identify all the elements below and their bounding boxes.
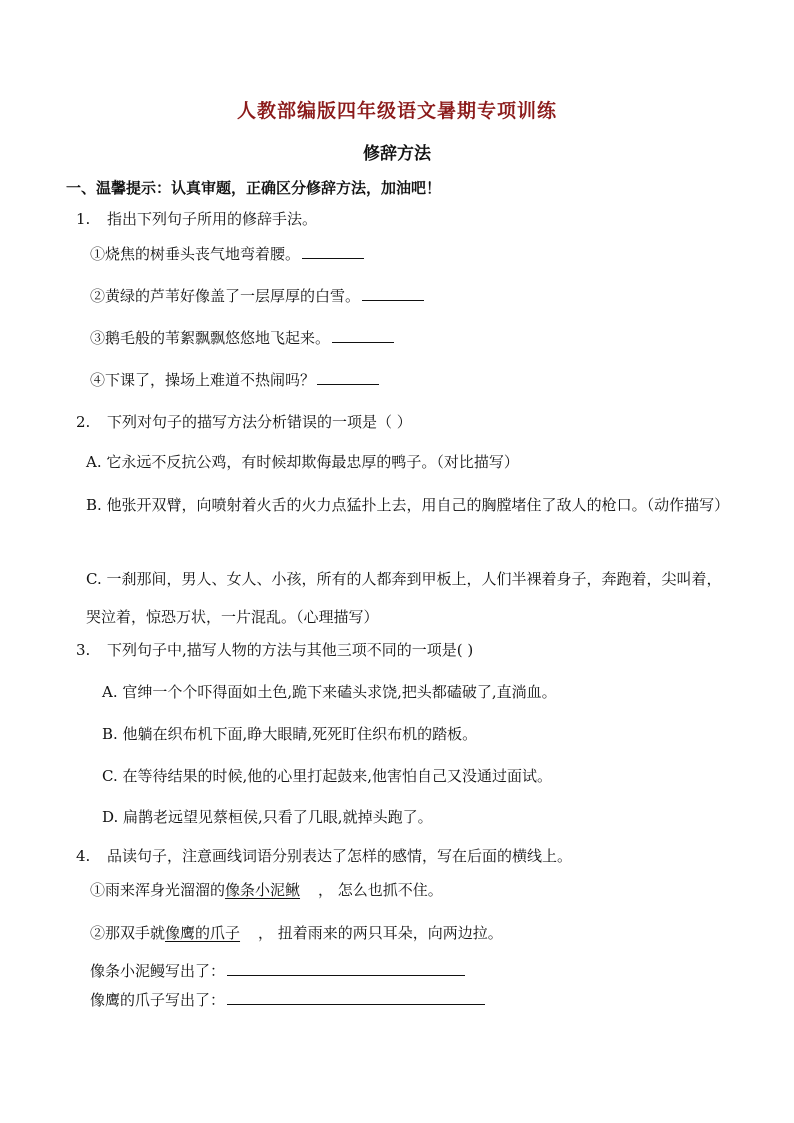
q3-option-b: B. 他躺在织布机下面,睁大眼睛,死死盯住织布机的踏板。 xyxy=(102,725,478,743)
q1-item-2-text: ②黄绿的芦苇好像盖了一层厚厚的白雪。 xyxy=(90,287,361,305)
q4-s2-post: ， 扭着雨来的两只耳朵，向两边拉。 xyxy=(258,924,503,942)
q4-s1-underlined: 像条小泥鳅 xyxy=(225,881,301,899)
document-title: 人教部编版四年级语文暑期专项训练 xyxy=(236,100,557,122)
answer-blank[interactable] xyxy=(302,244,364,259)
q3-prompt: 下列句子中,描写人物的方法与其他三项不同的一项是( ) xyxy=(107,641,474,659)
q3-number: 3. xyxy=(76,641,91,659)
answer-blank[interactable] xyxy=(332,328,394,343)
q3-option-c: C. 在等待结果的时候,他的心里打起鼓来,他害怕自己又没通过面试。 xyxy=(102,767,553,785)
q4-s2-pre: ②那双手就 xyxy=(90,924,166,942)
q3-option-a: A. 官绅一个个吓得面如土色,跪下来磕头求饶,把头都磕破了,直淌血。 xyxy=(102,683,557,701)
q4-prompt: 品读句子，注意画线词语分别表达了怎样的感情，写在后面的横线上。 xyxy=(107,847,573,865)
q4-answer-2 xyxy=(90,990,485,1010)
q4-s1-pre: ①雨来浑身光溜溜的 xyxy=(90,881,226,899)
q2-number: 2. xyxy=(76,413,91,431)
q1-item-1 xyxy=(90,244,364,264)
q1-item-1-text: ①烧焦的树垂头丧气地弯着腰。 xyxy=(90,245,301,263)
answer-line[interactable] xyxy=(227,990,485,1005)
q4-s2-underlined: 像鹰的爪子 xyxy=(165,924,241,942)
document-subtitle: 修辞方法 xyxy=(363,144,431,164)
q2-prompt: 下列对句子的描写方法分析错误的一项是（ ） xyxy=(107,413,412,431)
section-heading: 一、温馨提示：认真审题，正确区分修辞方法，加油吧！ xyxy=(66,179,442,197)
q4-number: 4. xyxy=(76,847,91,865)
q2-option-c: C. 一刹那间，男人、女人、小孩，所有的人都奔到甲板上，人们半裸着身子，奔跑着，尖叫着，哭泣着，惊恐万状，一片混乱。（心理描写） xyxy=(86,570,722,626)
q4-sentence-1 xyxy=(90,880,443,900)
q1-item-4-text: ④下课了，操场上难道不热闹吗？ xyxy=(90,371,316,389)
q1-item-4 xyxy=(90,370,379,390)
q4-a2-label: 像鹰的爪子写出了： xyxy=(90,991,226,1009)
q4-a1-label: 像条小泥鳗写出了： xyxy=(90,962,226,980)
q1-item-2 xyxy=(90,286,424,306)
q2-option-b: B. 他张开双臂，向喷射着火舌的火力点猛扑上去，用自己的胸膛堵住了敌人的枪口。（动作描写） xyxy=(86,496,730,514)
q3-option-d: D. 扁鹊老远望见蔡桓侯,只看了几眼,就掉头跑了。 xyxy=(102,808,433,826)
answer-blank[interactable] xyxy=(362,286,424,301)
q2-option-a: A. 它永远不反抗公鸡，有时候却欺侮最忠厚的鸭子。（对比描写） xyxy=(86,453,519,471)
q4-answer-1 xyxy=(90,961,465,981)
q1-prompt: 指出下列句子所用的修辞手法。 xyxy=(107,210,318,228)
q1-number: 1. xyxy=(76,210,91,228)
q1-item-3 xyxy=(90,328,394,348)
q4-s1-post: ， 怎么也抓不住。 xyxy=(318,881,443,899)
q1-item-3-text: ③鹅毛般的苇絮飘飘悠悠地飞起来。 xyxy=(90,329,331,347)
answer-blank[interactable] xyxy=(317,370,379,385)
answer-line[interactable] xyxy=(227,961,465,976)
q4-sentence-2 xyxy=(90,923,503,943)
